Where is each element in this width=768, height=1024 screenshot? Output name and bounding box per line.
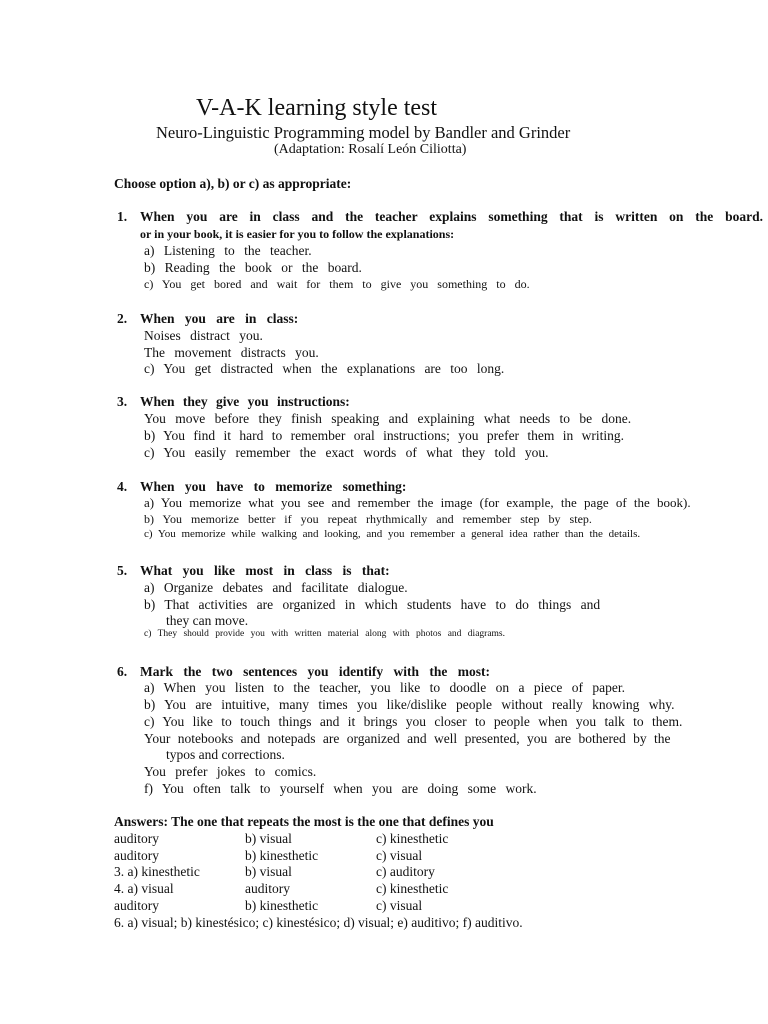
question-number: 2. bbox=[117, 311, 128, 326]
option: a) Organize debates and facilitate dialogue. bbox=[144, 580, 408, 595]
option: The movement distracts you. bbox=[144, 345, 319, 360]
answer-cell: auditory bbox=[114, 848, 159, 863]
option-continuation: typos and corrections. bbox=[166, 747, 285, 762]
question-number: 3. bbox=[117, 394, 128, 409]
answer-cell: b) visual bbox=[245, 831, 292, 846]
option: c) You memorize while walking and looking, and you remember a general idea rather than the details. bbox=[144, 528, 641, 540]
question-4 bbox=[117, 479, 406, 495]
answer-cell: c) kinesthetic bbox=[376, 881, 449, 896]
question-number: 1. bbox=[117, 209, 128, 224]
option: a) When you listen to the teacher, you like to doodle on a piece of paper. bbox=[144, 680, 625, 695]
page-subtitle: Neuro-Linguistic Programming model by Bandler and Grinder bbox=[156, 123, 571, 142]
option-continuation: they can move. bbox=[166, 613, 249, 628]
question-6 bbox=[117, 664, 490, 680]
option: a) You memorize what you see and remember the image (for example, the page of the book). bbox=[144, 495, 691, 510]
option: You prefer jokes to comics. bbox=[144, 764, 317, 779]
option: c) You easily remember the exact words of what they told you. bbox=[144, 445, 549, 460]
answer-cell: b) kinesthetic bbox=[245, 848, 319, 863]
option: You move before they finish speaking and explaining what needs to be done. bbox=[144, 411, 632, 426]
option: c) They should provide you with written material along with photos and diagrams. bbox=[144, 629, 505, 639]
option: Noises distract you. bbox=[144, 328, 263, 343]
option: f) You often talk to yourself when you are doing some work. bbox=[144, 781, 537, 796]
question-number: 5. bbox=[117, 563, 128, 578]
question-number: 6. bbox=[117, 664, 128, 679]
answer-cell: b) visual bbox=[245, 864, 292, 879]
question-text: When you are in class: bbox=[140, 311, 299, 326]
answer-cell: c) visual bbox=[376, 848, 423, 863]
answer-cell: auditory bbox=[245, 881, 290, 896]
question-text: What you like most in class is that: bbox=[140, 563, 390, 578]
instruction-text: Choose option a), b) or c) as appropriate: bbox=[114, 176, 352, 191]
question-number: 4. bbox=[117, 479, 128, 494]
answer-cell: auditory bbox=[114, 831, 159, 846]
option: c) You like to touch things and it brings you closer to people when you talk to them. bbox=[144, 714, 683, 729]
question-3 bbox=[117, 394, 350, 410]
option: Your notebooks and notepads are organized and well presented, you are bothered by the bbox=[144, 731, 671, 746]
question-1 bbox=[117, 209, 763, 225]
answer-cell: c) auditory bbox=[376, 864, 435, 879]
question-text: When they give you instructions: bbox=[140, 394, 350, 409]
answer-cell: c) kinesthetic bbox=[376, 831, 449, 846]
answer-cell: 4. a) visual bbox=[114, 881, 174, 896]
option: b) You find it hard to remember oral instructions; you prefer them in writing. bbox=[144, 428, 625, 443]
question-text: Mark the two sentences you identify with the most: bbox=[140, 664, 490, 679]
page-title: V-A-K learning style test bbox=[196, 95, 438, 121]
option: b) You are intuitive, many times you like/dislike people without really knowing why. bbox=[144, 697, 675, 712]
question-text: When you have to memorize something: bbox=[140, 479, 407, 494]
option: b) Reading the book or the board. bbox=[144, 260, 362, 275]
option: b) That activities are organized in which students have to do things and bbox=[144, 597, 601, 612]
option: c) You get distracted when the explanations are too long. bbox=[144, 361, 505, 376]
question-subtext: or in your book, it is easier for you to follow the explanations: bbox=[140, 227, 455, 241]
answers-heading: Answers: The one that repeats the most is the one that defines you bbox=[114, 814, 494, 829]
option: b) You memorize better if you repeat rhythmically and remember step by step. bbox=[144, 512, 592, 526]
answer-cell: auditory bbox=[114, 898, 159, 913]
question-2 bbox=[117, 311, 298, 327]
option: c) You get bored and wait for them to give you something to do. bbox=[144, 277, 530, 291]
answer-cell: 3. a) kinesthetic bbox=[114, 864, 200, 879]
answer-row-6: 6. a) visual; b) kinestésico; c) kinestésico; d) visual; e) auditivo; f) auditivo. bbox=[114, 915, 523, 930]
adaptation-credit: (Adaptation: Rosalí León Ciliotta) bbox=[274, 142, 467, 157]
answer-cell: b) kinesthetic bbox=[245, 898, 319, 913]
answer-cell: c) visual bbox=[376, 898, 423, 913]
option: a) Listening to the teacher. bbox=[144, 243, 312, 258]
question-5 bbox=[117, 563, 390, 579]
question-text: When you are in class and the teacher explains something that is written on the board. bbox=[140, 209, 763, 224]
